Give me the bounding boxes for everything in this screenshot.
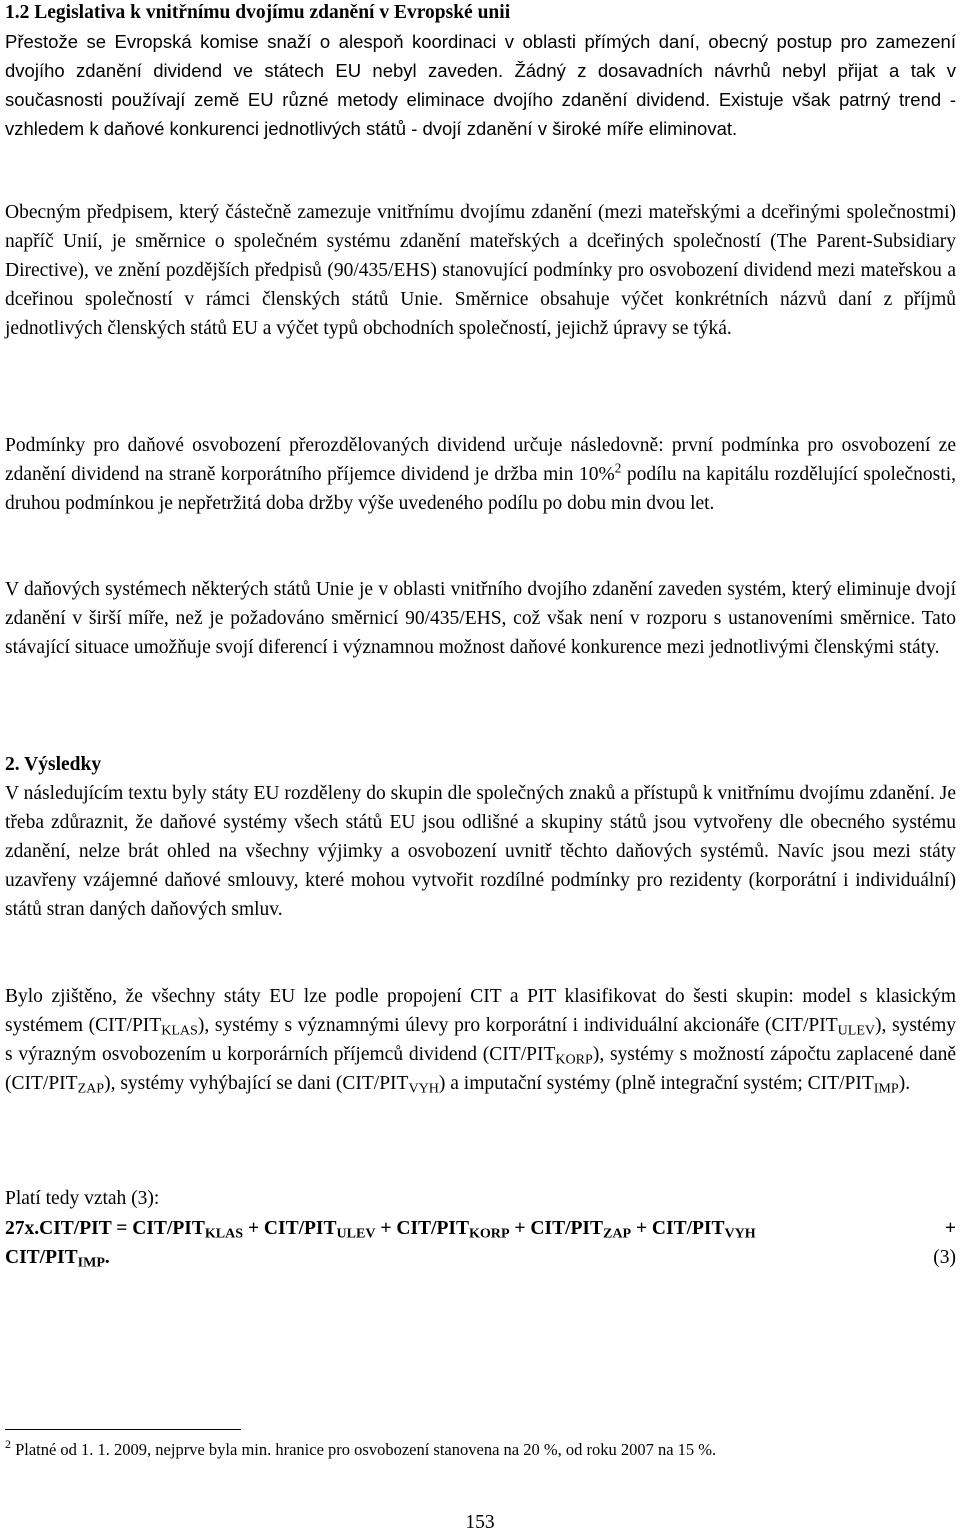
paragraph-directive: Obecným předpisem, který částečně zamezuje vnitřnímu dvojímu zdanění (mezi mateřskými a dceřinými společnostmi) napříč Unií, je směrnice o společném systému zdanění mateřských a dceřiných společností (The Parent-Subsidiary Directive), ve znění pozdějších předpisů (90/435/EHS) stanovující podmínky pro osvobození dividend mezi mateřskou a dceřinou společností v rámci členských států Unie. Směrnice obsahuje výčet konkrétních názvů daní z příjmů jednotlivých členských států EU a výčet typů obchodních společností, jejichž úpravy se týká. (5, 202, 956, 339)
page-number: 153 (465, 1512, 495, 1533)
section-heading-results: 2. Výsledky (5, 754, 102, 775)
equation-number: (3) (933, 1247, 956, 1268)
footnote-mark: 2 (5, 1436, 11, 1451)
footnote: $^2$ Platné od 1. 1. 2009, nejprve byla min. hranice pro osvobození stanovena na 20 %, od roku 2007 na 15 %. (5, 1436, 717, 1459)
paragraph-tax-systems: V daňových systémech některých států Unie je v oblasti vnitřního dvojího zdanění zaveden systém, který eliminuje dvojí zdanění v širší míře, než je požadováno směrnicí 90/435/EHS, což však není v rozporu s ustanoveními směrnice. Tato stávající situace umožňuje svojí diferencí i významnou možnost daňové konkurence mezi jednotlivými členskými státy. (5, 579, 956, 658)
section-heading-1-2: 1.2 Legislativa k vnitřnímu dvojímu zdanění v Evropské unii (5, 2, 511, 23)
formula (5, 1214, 956, 1272)
paragraph-classification: Bylo zjištěno, že všechny státy EU lze podle propojení CIT a PIT klasifikovat do šesti skupin: model s klasickým systémem $(CIT/PIT_{KLAS})$, systémy s významnými úlevy pro korporátní i individuální akcionáře $(CIT/PIT_{ULEV})$, systémy s výrazným osvobozením u korporárních příjemců dividend $(CIT/PIT_{KORP})$, systémy s možností zápočtu zaplacené daně $(CIT/PIT_{ZAP})$, systémy vyhýbající se dani $(CIT/PIT_{VYH})$ a imputační systémy (plně integrační systém; CIT/$PIT_{IMP}$). (5, 986, 956, 1097)
paragraph-results: V následujícím textu byly státy EU rozděleny do skupin dle společných znaků a přístupů k vnitřnímu dvojímu zdanění. Je třeba zdůraznit, že daňové systémy všech států EU jsou odlišné a skupiny států jsou vytvořeny dle obecného systému zdanění, nelze brát ohled na všechny výjimky a osvobození uvnitř těchto daňových systémů. Navíc jsou mezi státy uzavřeny vzájemné daňové smlouvy, které mohou vytvořit rozdílné podmínky pro rezidenty (korporátní i individuální) států stran daných daňových smluv. (5, 783, 956, 920)
footnote-separator (5, 1429, 241, 1430)
paragraph-conditions: Podmínky pro daňové osvobození přerozdělovaných dividend určuje následovně: první podmínka pro osvobození ze zdanění dividend na straně korporátního příjemce dividend je držba min 10%$^2$ podílu na kapitálu rozdělující společnosti, druhou podmínkou je nepřetržitá doba držby výše uvedeného podílu po dobu min dvou let. (5, 435, 956, 514)
formula-line-1: 27x.CIT/PIT = CIT/$PIT_{KLAS} + CIT/PIT_{ULEV} + CIT/PIT_{KORP} + CIT/PIT_{ZAP} + CIT/PIT_{VYH}$ + (5, 1218, 956, 1242)
relation-intro: Platí tedy vztah (3): (5, 1188, 160, 1209)
paragraph-intro: Přestože se Evropská komise snaží o alespoň koordinaci v oblasti přímých daní, obecný postup pro zamezení dvojího zdanění dividend ve státech EU nebyl zaveden. Žádný z dosavadních návrhů nebyl přijat a tak v současnosti používají země EU různé metody eliminace dvojího zdanění dividend. Existuje však patrný trend - vzhledem k daňové konkurenci jednotlivých států - dvojí zdanění v široké míře eliminovat. (5, 31, 956, 139)
formula-line-2: CIT/$PIT_{IMP}$. (3) (5, 1243, 956, 1272)
footnote-reference: 2 (614, 460, 622, 476)
